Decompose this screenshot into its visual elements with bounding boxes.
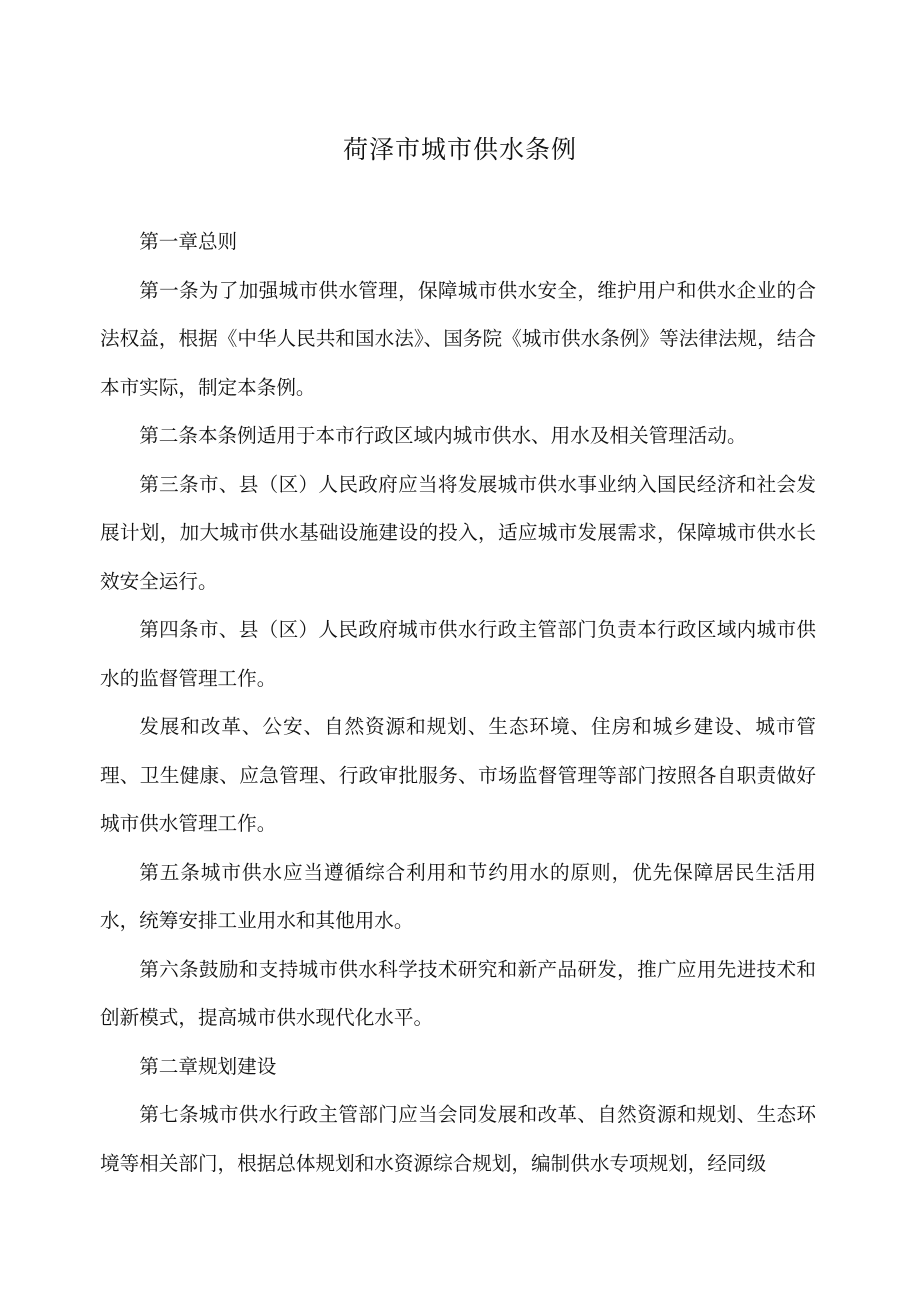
document-body bbox=[100, 218, 816, 1188]
article-paragraph: 第六条鼓励和支持城市供水科学技术研究和新产品研发，推广应用先进技术和创新模式，提高城市供水现代化水平。 bbox=[100, 957, 816, 1029]
article-paragraph: 第二条本条例适用于本市行政区域内城市供水、用水及相关管理活动。 bbox=[139, 424, 747, 447]
article-paragraph: 第五条城市供水应当遵循综合利用和节约用水的原则，优先保障居民生活用水，统筹安排工业用水和其他用水。 bbox=[100, 860, 816, 932]
chapter-heading: 第一章总则 bbox=[139, 230, 238, 253]
article-paragraph: 发展和改革、公安、自然资源和规划、生态环境、住房和城乡建设、城市管理、卫生健康、应急管理、行政审批服务、市场监督管理等部门按照各自职责做好城市供水管理工作。 bbox=[100, 715, 816, 835]
article-paragraph: 第一条为了加强城市供水管理，保障城市供水安全，维护用户和供水企业的合法权益，根据《中华人民共和国水法》、国务院《城市供水条例》等法律法规，结合本市实际，制定本条例。 bbox=[100, 278, 816, 399]
article-paragraph: 第三条市、县（区）人民政府应当将发展城市供水事业纳入国民经济和社会发展计划，加大城市供水基础设施建设的投入，适应城市发展需求，保障城市供水长效安全运行。 bbox=[100, 472, 816, 593]
article-paragraph: 第四条市、县（区）人民政府城市供水行政主管部门负责本行政区域内城市供水的监督管理工作。 bbox=[100, 618, 816, 690]
article-paragraph: 第七条城市供水行政主管部门应当会同发展和改革、自然资源和规划、生态环境等相关部门，根据总体规划和水资源综合规划，编制供水专项规划，经同级 bbox=[100, 1103, 816, 1175]
document-title: 荷泽市城市供水条例 bbox=[342, 135, 577, 164]
chapter-heading: 第二章规划建设 bbox=[139, 1054, 277, 1078]
